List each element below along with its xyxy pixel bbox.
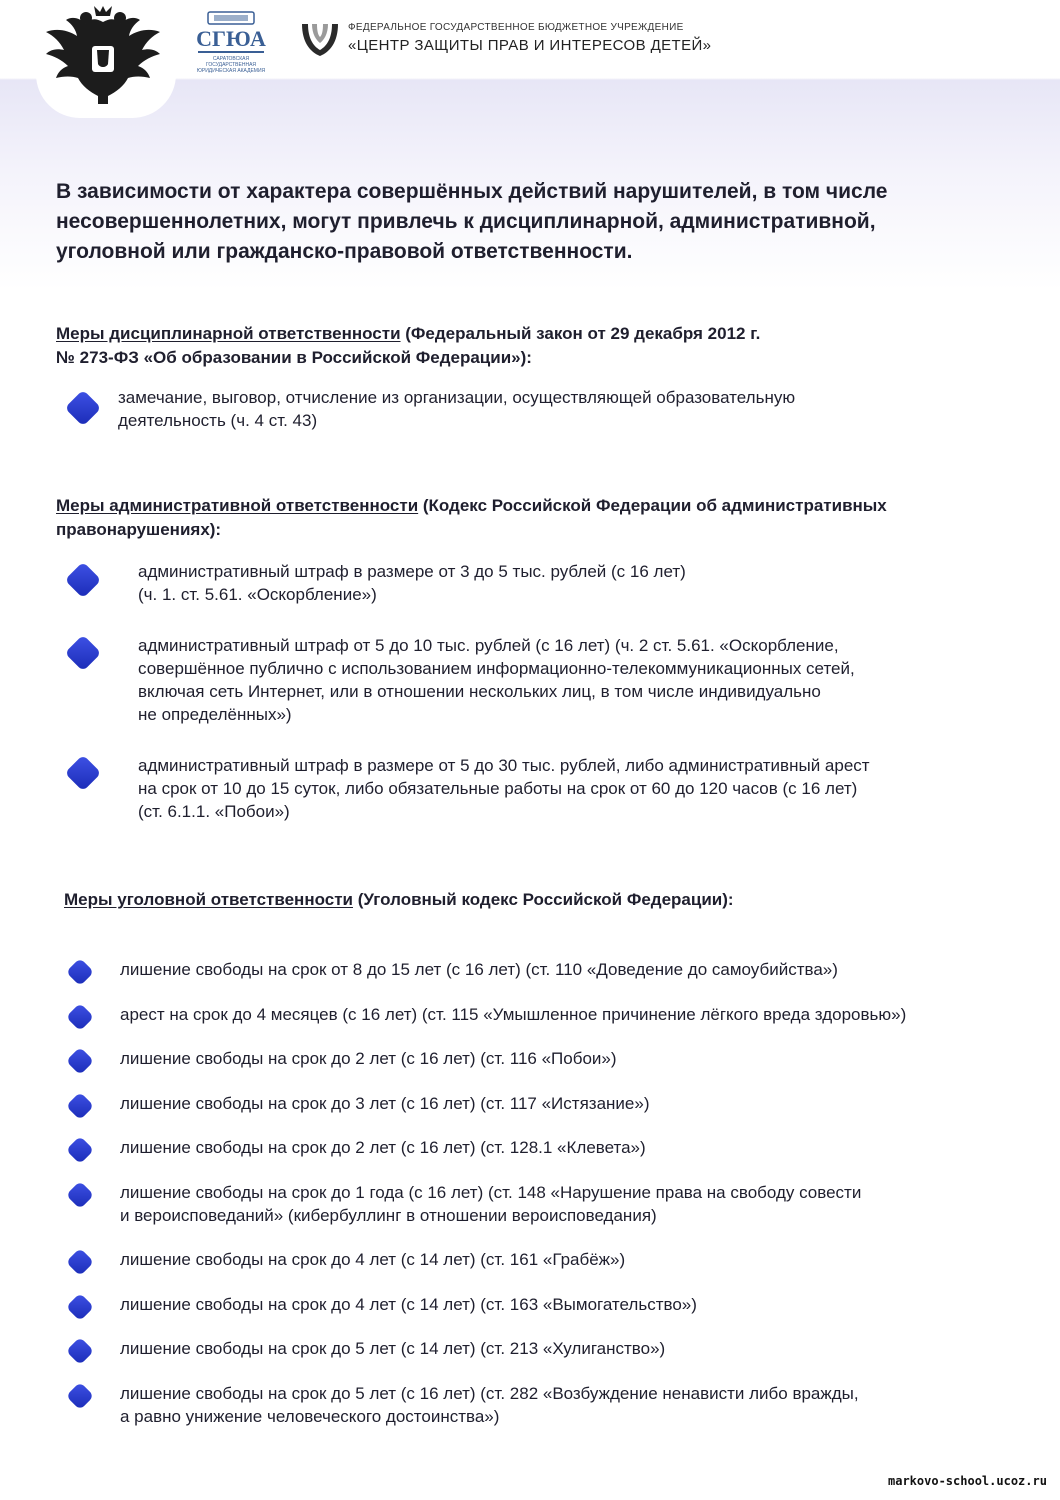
bullet-icon — [66, 1293, 94, 1321]
list-item-line: лишение свободы на срок до 4 лет (с 14 лет) (ст. 163 «Вымогательство») — [120, 1295, 697, 1314]
list-item-line: и вероисповеданий» (кибербуллинг в отношении вероисповедания) — [120, 1206, 657, 1225]
list-item-line: лишение свободы на срок до 5 лет (с 16 лет) (ст. 282 «Возбуждение ненависти либо вражды, — [120, 1384, 859, 1403]
bullet-icon — [66, 1003, 94, 1031]
bullet-icon — [66, 1047, 94, 1075]
center-title-block — [348, 22, 711, 54]
list-item-line: лишение свободы на срок от 8 до 15 лет (с 16 лет) (ст. 110 «Доведение до самоубийства») — [120, 960, 838, 979]
administrative-title-underlined: Меры административной ответственности — [56, 496, 419, 515]
bullet-icon — [66, 1337, 94, 1365]
list-item-line: (ст. 6.1.1. «Побои») — [138, 802, 290, 821]
bullet-icon — [66, 958, 94, 986]
intro-paragraph — [56, 177, 1016, 267]
bullet-icon — [66, 1248, 94, 1276]
list-item-line: лишение свободы на срок до 1 года (с 16 лет) (ст. 148 «Нарушение права на свободу совести — [120, 1183, 862, 1202]
bullet-icon — [66, 1092, 94, 1120]
list-item-line: административный штраф от 5 до 10 тыс. рублей (с 16 лет) (ч. 2 ст. 5.61. «Оскорбление, — [138, 636, 839, 655]
criminal-title-underlined: Меры уголовной ответственности — [64, 890, 353, 909]
list-item-line: деятельность (ч. 4 ст. 43) — [118, 411, 318, 430]
list-item-line: административный штраф в размере от 3 до 5 тыс. рублей (с 16 лет) — [138, 562, 686, 581]
center-subtitle: ФЕДЕРАЛЬНОЕ ГОСУДАРСТВЕННОЕ БЮДЖЕТНОЕ УЧРЕЖДЕНИЕ — [348, 22, 684, 33]
list-item — [120, 1337, 1040, 1360]
criminal-title-rest: (Уголовный кодекс Российской Федерации): — [352, 890, 734, 909]
administrative-section-title — [56, 494, 1016, 542]
list-item — [120, 1136, 1040, 1159]
administrative-title-rest: (Кодекс Российской Федерации об административных — [418, 496, 887, 515]
list-item — [120, 1382, 1040, 1428]
intro-line: уголовной или гражданско-правовой ответственности. — [56, 240, 633, 263]
center-logo-icon — [300, 20, 340, 58]
list-item — [120, 1248, 1040, 1271]
list-item — [120, 1047, 1040, 1070]
list-item-line: совершённое публично с использованием информационно-телекоммуникационных сетей, — [138, 659, 855, 678]
center-name: «ЦЕНТР ЗАЩИТЫ ПРАВ И ИНТЕРЕСОВ ДЕТЕЙ» — [348, 37, 712, 54]
double-headed-eagle-icon — [42, 4, 164, 108]
disciplinary-title-rest: (Федеральный закон от 29 декабря 2012 г. — [400, 324, 761, 343]
bullet-icon — [66, 1136, 94, 1164]
disciplinary-title-line2: № 273-ФЗ «Об образовании в Российской Федерации»): — [56, 348, 532, 367]
intro-line: В зависимости от характера совершённых действий нарушителей, в том числе — [56, 180, 888, 203]
list-item — [120, 1293, 1040, 1316]
bullet-icon — [65, 635, 102, 672]
list-item — [138, 634, 1038, 726]
list-item-line: лишение свободы на срок до 2 лет (с 16 лет) (ст. 116 «Побои») — [120, 1049, 617, 1068]
watermark: markovo-school.ucoz.ru — [888, 1474, 1047, 1488]
bullet-icon — [66, 1181, 94, 1209]
list-item — [120, 1181, 1040, 1227]
list-item — [120, 958, 1040, 981]
disciplinary-title-underlined: Меры дисциплинарной ответственности — [56, 324, 401, 343]
list-item-line: включая сеть Интернет, или в отношении нескольких лиц, в том числе индивидуально — [138, 682, 821, 701]
list-item-line: а равно унижение человеческого достоинства») — [120, 1407, 500, 1426]
list-item — [120, 1092, 1040, 1115]
list-item — [120, 1003, 1050, 1026]
list-item-line: лишение свободы на срок до 4 лет (с 14 лет) (ст. 161 «Грабёж») — [120, 1250, 626, 1269]
list-item-line: на срок от 10 до 15 суток, либо обязательные работы на срок от 60 до 120 часов (с 16 лет) — [138, 779, 858, 798]
bullet-icon — [65, 562, 102, 599]
sgua-caption: САРАТОВСКАЯ ГОСУДАРСТВЕННАЯ ЮРИДИЧЕСКАЯ АКАДЕМИЯ — [196, 56, 266, 74]
bullet-icon — [65, 390, 102, 427]
intro-line: несовершеннолетних, могут привлечь к дисциплинарной, административной, — [56, 210, 876, 233]
bullet-icon — [65, 755, 102, 792]
list-item-line: лишение свободы на срок до 3 лет (с 16 лет) (ст. 117 «Истязание») — [120, 1094, 650, 1113]
list-item-line: замечание, выговор, отчисление из организации, осуществляющей образовательную — [118, 388, 796, 407]
list-item-line: административный штраф в размере от 5 до 30 тыс. рублей, либо административный арест — [138, 756, 870, 775]
list-item — [138, 754, 1038, 823]
sgua-logo-text: СГЮА — [196, 26, 266, 51]
disciplinary-section-title — [56, 322, 1016, 370]
list-item-line: (ч. 1. ст. 5.61. «Оскорбление») — [138, 585, 377, 604]
list-item — [118, 386, 1018, 432]
sgua-logo — [190, 10, 272, 74]
list-item-line: лишение свободы на срок до 5 лет (с 14 лет) (ст. 213 «Хулиганство») — [120, 1339, 666, 1358]
list-item — [138, 560, 1018, 606]
administrative-title-line2: правонарушениях): — [56, 520, 222, 539]
list-item-line: не определённых») — [138, 705, 292, 724]
criminal-section-title — [64, 888, 1014, 912]
list-item-line: арест на срок до 4 месяцев (с 16 лет) (ст. 115 «Умышленное причинение лёгкого вреда здоровью») — [120, 1005, 907, 1024]
bullet-icon — [66, 1382, 94, 1410]
sgua-emblem-icon — [194, 10, 268, 54]
list-item-line: лишение свободы на срок до 2 лет (с 16 лет) (ст. 128.1 «Клевета») — [120, 1138, 646, 1157]
